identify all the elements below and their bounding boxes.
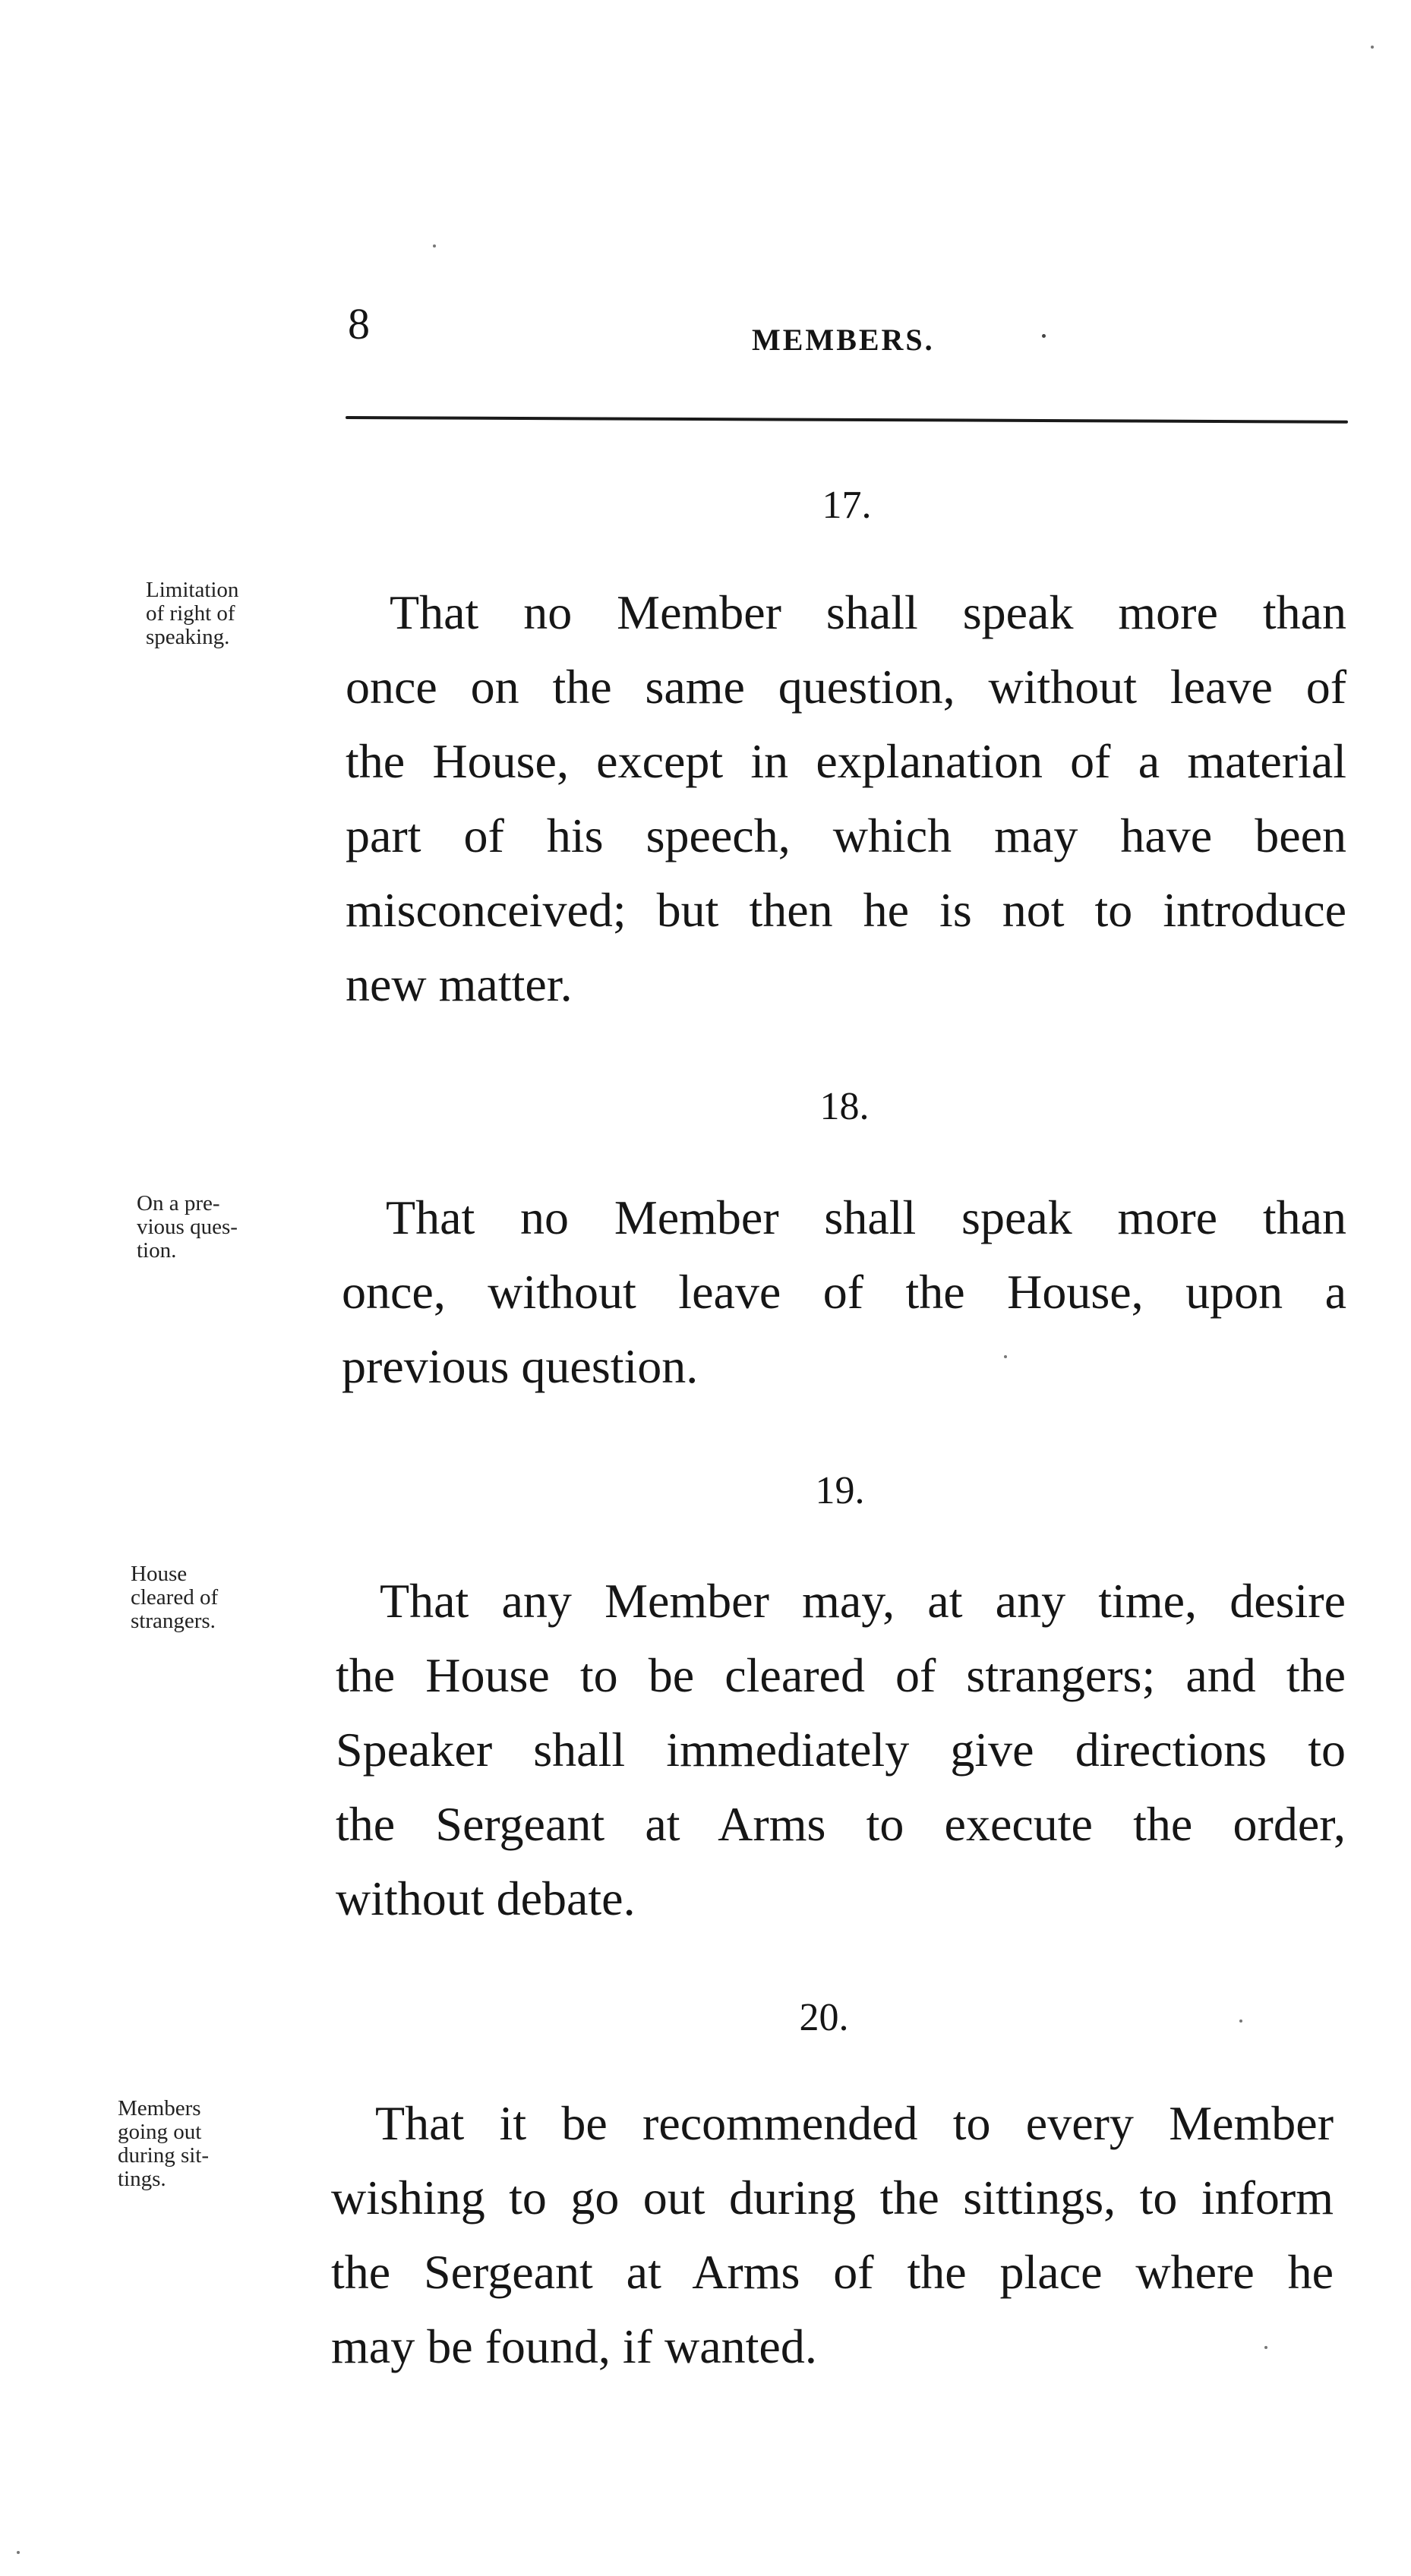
rule-text-line: Speaker shall immediately give directions to: [336, 1723, 1346, 1777]
print-speck: [1371, 46, 1374, 49]
margin-note-line: Limitation: [146, 578, 239, 602]
margin-note: [146, 579, 238, 649]
margin-note-line: tings.: [118, 2167, 166, 2191]
rule-number: 18.: [819, 1085, 870, 1128]
header-rule: [346, 416, 1348, 424]
rule-text-line: the Sergeant at Arms to execute the order,: [336, 1797, 1346, 1851]
rule-text-line: new matter.: [346, 957, 573, 1011]
page-number: 8: [348, 299, 370, 348]
margin-note: [131, 1562, 218, 1633]
rule-text-line: without debate.: [336, 1871, 636, 1925]
margin-note-line: cleared of: [131, 1585, 219, 1610]
print-speck: [1264, 2346, 1267, 2349]
rule-text-line: may be found, if wanted.: [331, 2319, 817, 2373]
margin-note-line: Members: [118, 2096, 201, 2120]
rule-text-line: previous question.: [342, 1339, 699, 1393]
rule-text-line: once on the same question, without leave of: [346, 660, 1346, 714]
print-speck: [1004, 1355, 1007, 1358]
rule-text-line: the House, except in explanation of a material: [346, 734, 1346, 788]
margin-note-line: speaking.: [146, 625, 230, 649]
margin-note: [118, 2097, 209, 2191]
rule-text-line: part of his speech, which may have been: [346, 809, 1346, 862]
print-speck: [1042, 334, 1046, 338]
rule-text-line: wishing to go out during the sittings, to inform: [331, 2171, 1334, 2224]
rule-text-line: That it be recommended to every Member: [375, 2096, 1334, 2150]
margin-note-line: strangers.: [131, 1609, 216, 1633]
rule-text: [336, 1564, 1346, 1936]
rule-text-line: once, without leave of the House, upon a: [342, 1265, 1346, 1319]
margin-note-line: tion.: [137, 1238, 177, 1263]
rule-text: [331, 2086, 1334, 2384]
margin-note-line: On a pre-: [137, 1191, 220, 1215]
running-title: MEMBERS.: [752, 323, 935, 357]
rule-text-line: That no Member shall speak more than: [386, 1190, 1346, 1244]
rule-text-line: That any Member may, at any time, desire: [380, 1574, 1346, 1628]
rule-text-line: the House to be cleared of strangers; and the: [336, 1648, 1346, 1702]
rule-number: 20.: [799, 1996, 849, 2039]
rule-number: 19.: [815, 1469, 865, 1512]
margin-note-line: vious ques-: [137, 1215, 238, 1239]
rule-text-line: misconceived; but then he is not to introduce: [346, 883, 1346, 937]
print-speck: [433, 244, 436, 248]
margin-note-line: during sit-: [118, 2143, 210, 2168]
print-speck: [1239, 2019, 1242, 2023]
rule-text: [342, 1181, 1346, 1404]
margin-note-line: going out: [118, 2120, 202, 2144]
margin-note-line: House: [131, 1562, 188, 1586]
rule-number: 17.: [822, 484, 872, 527]
rule-text-line: the Sergeant at Arms of the place where he: [331, 2245, 1334, 2299]
margin-note: [137, 1192, 238, 1263]
rule-text-line: That no Member shall speak more than: [390, 585, 1346, 639]
margin-note-line: of right of: [146, 601, 235, 626]
print-speck: [17, 2551, 20, 2554]
rule-text: [346, 575, 1346, 1022]
